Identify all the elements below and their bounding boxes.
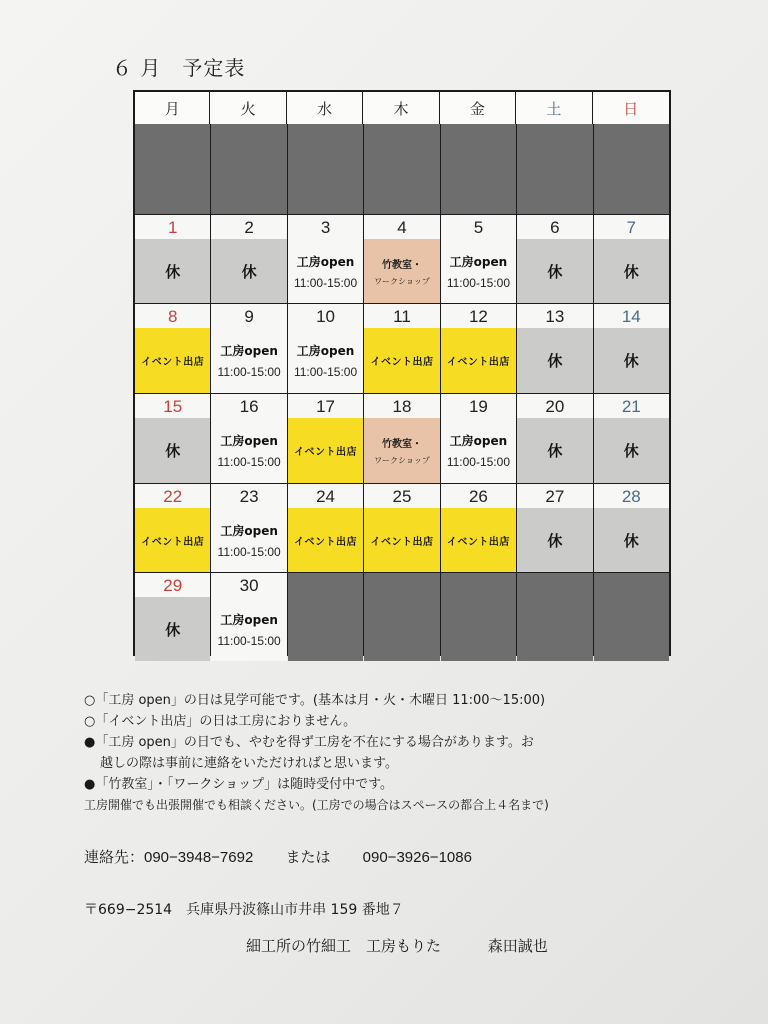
day-cell-open xyxy=(211,304,286,393)
day-schedule xyxy=(135,418,210,483)
empty-day-cell xyxy=(594,573,669,661)
day-number: 12 xyxy=(468,307,488,326)
schedule-detail: 11:00-15:00 xyxy=(293,365,358,379)
schedule-detail: 11:00-15:00 xyxy=(217,365,281,379)
schedule-label: 休 xyxy=(165,620,181,639)
day-schedule xyxy=(441,328,516,393)
day-cell-open xyxy=(288,304,363,393)
empty-day-cell xyxy=(288,573,363,661)
day-cell-event xyxy=(364,304,439,393)
note-class-workshop: ●「竹教室」・「ワークショップ」は随時受付中です。 xyxy=(84,777,394,792)
schedule-label: 休 xyxy=(623,531,639,550)
owner-name: 森田誠也 xyxy=(487,937,548,955)
day-number: 20 xyxy=(545,397,565,416)
day-cell-rest xyxy=(135,215,210,303)
schedule-label: 工房open xyxy=(220,612,278,627)
note-open-visit: ○「工房 open」の日は見学可能です。(基本は月・火・木曜日 11:00～15:00) xyxy=(84,693,546,708)
day-schedule xyxy=(517,328,592,393)
day-cell-class xyxy=(364,215,439,303)
day-schedule xyxy=(364,418,439,483)
day-schedule xyxy=(135,597,210,661)
calendar-grid xyxy=(135,124,669,654)
day-number: 10 xyxy=(316,307,336,326)
day-schedule xyxy=(441,418,516,483)
day-cell-rest xyxy=(517,304,592,393)
day-schedule xyxy=(211,418,286,483)
day-number: 13 xyxy=(545,307,565,326)
day-cell-rest xyxy=(135,573,210,661)
day-schedule xyxy=(594,239,669,303)
day-number: 28 xyxy=(621,487,641,506)
day-cell-rest xyxy=(211,215,286,303)
schedule-detail: 11:00-15:00 xyxy=(446,275,510,290)
schedule-label: 工房open xyxy=(296,254,355,269)
day-number: 8 xyxy=(167,307,178,326)
day-schedule xyxy=(441,508,516,572)
day-schedule xyxy=(594,508,669,572)
day-schedule xyxy=(288,508,363,572)
schedule-detail: 11:00-15:00 xyxy=(293,275,358,290)
schedule-calendar xyxy=(133,90,671,656)
contact-or: または xyxy=(285,849,331,866)
schedule-detail: ワークショップ xyxy=(374,276,430,286)
day-schedule xyxy=(288,328,363,393)
schedule-detail: 11:00-15:00 xyxy=(217,544,281,559)
empty-day-cell xyxy=(441,124,516,214)
schedule-detail: ワークショップ xyxy=(374,456,430,465)
day-schedule xyxy=(517,508,592,572)
schedule-label: 竹教室・ xyxy=(381,439,422,450)
day-cell-rest xyxy=(517,394,592,483)
schedule-label: 休 xyxy=(241,262,257,281)
studio-name: 細工所の竹細工 工房もりた xyxy=(246,937,442,955)
day-cell-open xyxy=(211,484,286,572)
day-number: 3 xyxy=(320,218,331,237)
day-number: 11 xyxy=(393,307,411,326)
note-event-absent: ○「イベント出店」の日は工房におりません。 xyxy=(84,714,357,729)
schedule-label: 工房open xyxy=(220,523,278,538)
empty-day-cell xyxy=(364,573,439,661)
schedule-label: イベント出店 xyxy=(370,536,434,548)
day-cell-class xyxy=(364,394,439,483)
schedule-label: 工房open xyxy=(220,344,278,358)
day-number: 7 xyxy=(626,218,637,237)
note-contact-before-visit: 越しの際は事前に連絡をいただければと思います。 xyxy=(100,756,398,771)
day-cell-rest xyxy=(517,484,592,572)
weekday-header-cell: 木 xyxy=(363,92,439,124)
day-number: 16 xyxy=(239,397,259,416)
empty-day-cell xyxy=(517,124,592,214)
empty-day-cell xyxy=(288,124,363,214)
schedule-label: 休 xyxy=(623,442,639,460)
day-schedule xyxy=(364,328,439,393)
day-number: 2 xyxy=(244,218,254,237)
postal-address: 〒669−2514 兵庫県丹波篠山市井串 159 番地７ xyxy=(84,902,404,918)
day-schedule xyxy=(135,239,210,303)
day-schedule xyxy=(364,239,439,303)
day-schedule xyxy=(364,508,439,572)
weekday-header-cell: 水 xyxy=(287,92,363,124)
day-number: 1 xyxy=(167,218,178,237)
day-schedule xyxy=(211,239,286,303)
weekday-header-cell: 土 xyxy=(516,92,592,124)
day-number: 15 xyxy=(163,397,183,416)
schedule-label: イベント出店 xyxy=(446,536,510,548)
day-schedule xyxy=(135,508,210,572)
schedule-detail: 11:00-15:00 xyxy=(446,455,510,469)
day-number: 21 xyxy=(621,397,641,416)
day-schedule xyxy=(135,328,210,393)
day-cell-event xyxy=(441,304,516,393)
empty-day-cell xyxy=(441,573,516,661)
day-schedule xyxy=(288,239,363,303)
day-number: 29 xyxy=(163,576,183,595)
day-number: 23 xyxy=(239,487,259,506)
day-number: 26 xyxy=(468,487,488,506)
day-cell-open xyxy=(288,215,363,303)
weekday-header-cell: 日 xyxy=(593,92,669,124)
schedule-label: イベント出店 xyxy=(370,357,434,368)
schedule-label: イベント出店 xyxy=(141,357,205,368)
day-cell-event xyxy=(288,394,363,483)
page-title: ６ 月 予定表 xyxy=(112,56,246,80)
schedule-label: イベント出店 xyxy=(294,447,358,458)
empty-day-cell xyxy=(211,124,286,214)
day-cell-event xyxy=(135,304,210,393)
day-cell-open xyxy=(211,573,286,661)
notes-section xyxy=(84,690,728,816)
day-schedule xyxy=(211,328,286,393)
day-schedule xyxy=(517,418,592,483)
day-schedule xyxy=(211,597,286,661)
day-cell-rest xyxy=(594,215,669,303)
empty-day-cell xyxy=(135,124,210,214)
day-cell-rest xyxy=(135,394,210,483)
day-cell-rest xyxy=(594,394,669,483)
day-number: 25 xyxy=(392,487,412,506)
day-cell-event xyxy=(288,484,363,572)
schedule-detail: 11:00-15:00 xyxy=(217,455,281,469)
day-cell-event xyxy=(364,484,439,572)
day-schedule xyxy=(594,328,669,393)
schedule-label: 休 xyxy=(623,262,639,281)
contact-line xyxy=(84,846,500,867)
schedule-label: 工房open xyxy=(449,254,508,269)
day-schedule xyxy=(517,239,592,303)
weekday-header-cell: 月 xyxy=(135,92,210,124)
schedule-label: 休 xyxy=(547,352,563,370)
day-schedule xyxy=(211,508,286,572)
contact-phone-primary: 連絡先：090−3948−7692 xyxy=(84,849,254,866)
day-number: 5 xyxy=(473,218,484,237)
day-number: 14 xyxy=(621,307,641,326)
empty-day-cell xyxy=(594,124,669,214)
day-number: 27 xyxy=(545,487,565,506)
day-number: 30 xyxy=(239,576,259,595)
day-number: 17 xyxy=(316,397,336,416)
schedule-label: 休 xyxy=(623,352,639,370)
weekday-header xyxy=(135,92,669,124)
schedule-label: イベント出店 xyxy=(294,536,358,548)
day-number: 24 xyxy=(316,487,336,506)
schedule-label: 工房open xyxy=(296,344,355,358)
day-cell-rest xyxy=(594,304,669,393)
schedule-label: 休 xyxy=(165,442,181,460)
day-number: 4 xyxy=(397,218,407,237)
schedule-label: 休 xyxy=(547,262,563,281)
contact-phone-alt: 090−3926−1086 xyxy=(362,849,472,866)
day-number: 18 xyxy=(392,397,412,416)
empty-day-cell xyxy=(517,573,592,661)
schedule-label: 休 xyxy=(547,531,563,550)
schedule-label: イベント出店 xyxy=(446,357,510,368)
schedule-label: 休 xyxy=(165,262,181,281)
weekday-header-cell: 金 xyxy=(440,92,516,124)
note-open-may-absent: ●「工房 open」の日でも、やむを得ず工房を不在にする場合があります。お xyxy=(84,735,534,750)
day-number: 9 xyxy=(244,307,254,326)
day-number: 22 xyxy=(163,487,183,506)
signature xyxy=(246,935,590,956)
day-cell-open xyxy=(211,394,286,483)
empty-day-cell xyxy=(364,124,439,214)
weekday-header-cell: 火 xyxy=(210,92,286,124)
day-schedule xyxy=(594,418,669,483)
schedule-label: 工房open xyxy=(220,434,278,448)
schedule-label: 休 xyxy=(547,442,563,460)
schedule-label: イベント出店 xyxy=(141,536,205,548)
day-schedule xyxy=(441,239,516,303)
note-hosting: 工房開催でも出張開催でも相談ください。(工房での場合はスペースの都合上４名まで) xyxy=(84,798,549,812)
day-cell-event xyxy=(441,484,516,572)
day-cell-event xyxy=(135,484,210,572)
day-number: 6 xyxy=(550,218,560,237)
day-cell-rest xyxy=(594,484,669,572)
day-schedule xyxy=(288,418,363,483)
day-cell-open xyxy=(441,215,516,303)
schedule-label: 竹教室・ xyxy=(381,259,422,271)
schedule-label: 工房open xyxy=(449,434,508,448)
day-cell-open xyxy=(441,394,516,483)
day-cell-rest xyxy=(517,215,592,303)
day-number: 19 xyxy=(468,397,488,416)
schedule-detail: 11:00-15:00 xyxy=(217,633,281,648)
